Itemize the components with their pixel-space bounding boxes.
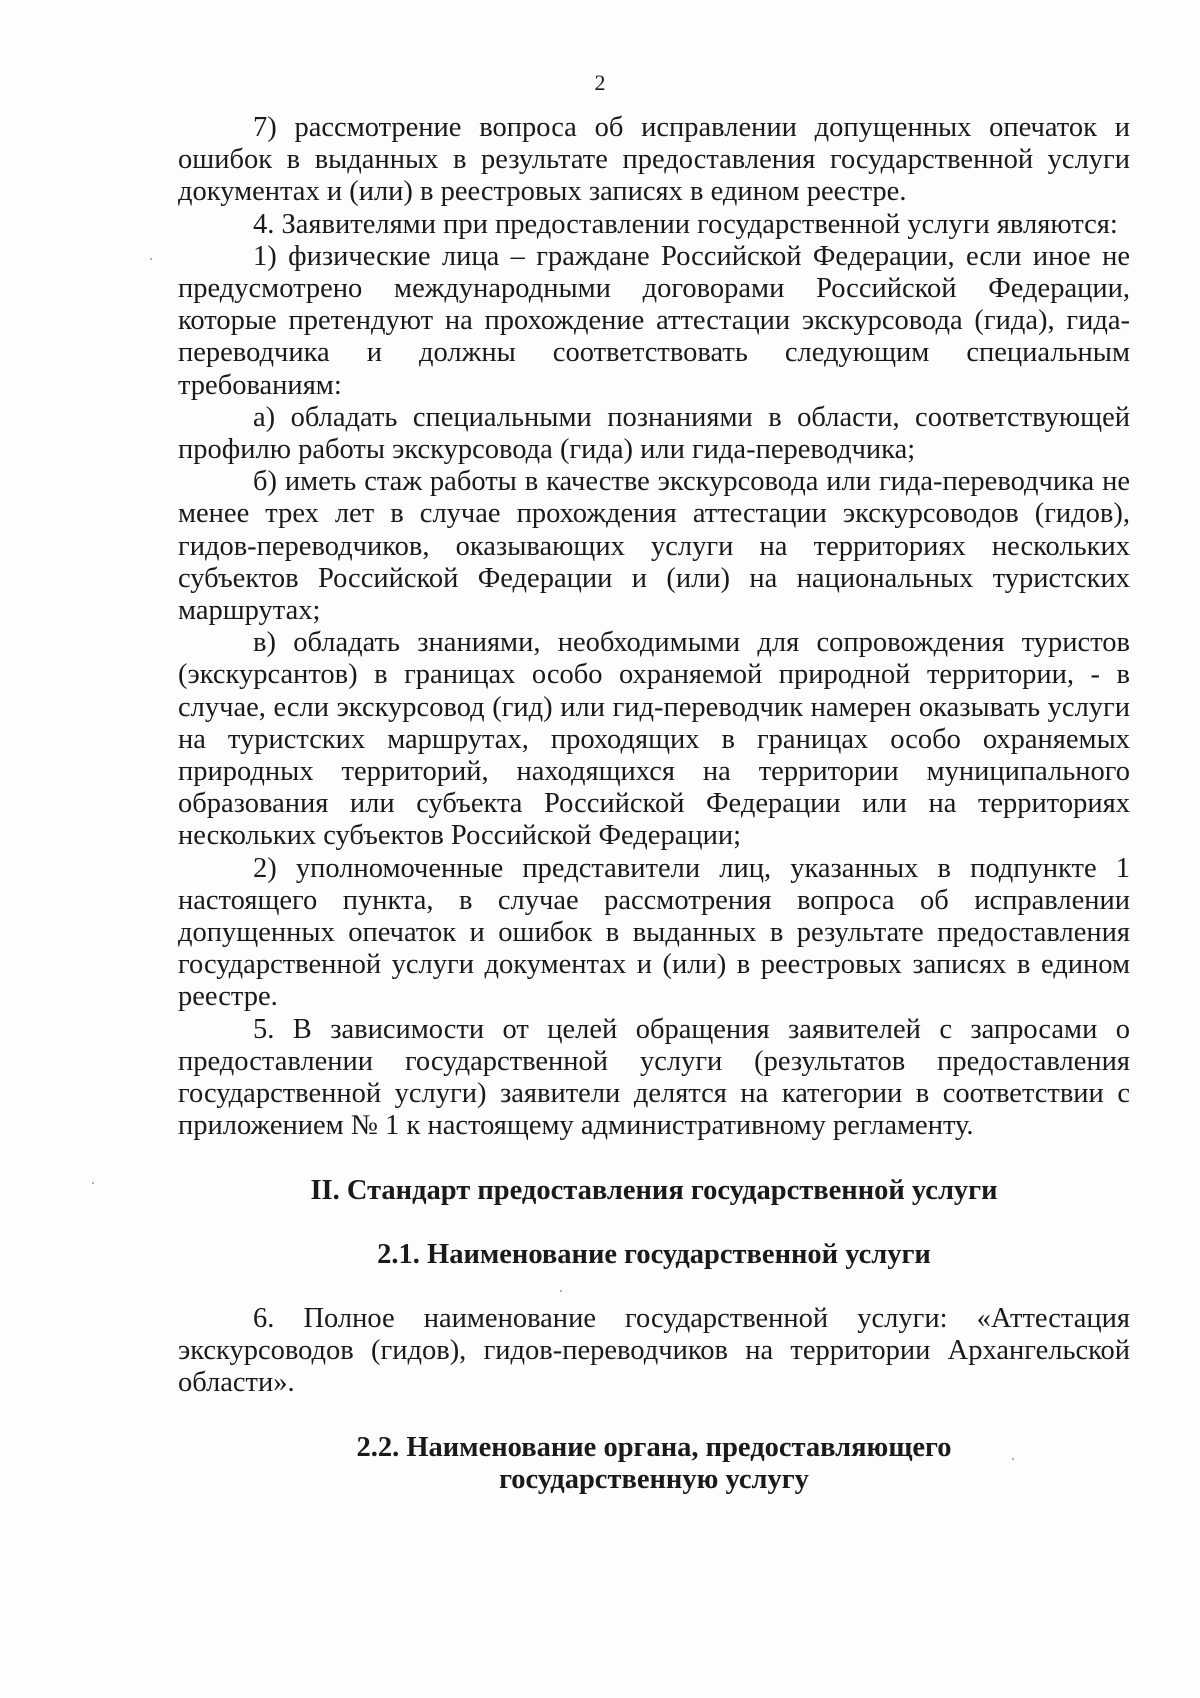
subsection-heading-2-2-line2: государственную услугу bbox=[499, 1463, 809, 1495]
scan-speck bbox=[1012, 1458, 1014, 1460]
scan-speck bbox=[92, 1182, 94, 1184]
paragraph-requirement-v: в) обладать знаниями, необходимыми для сопровождения туристов (экскурсантов) в границах особо охраняемой природной территории, - в случае, если экскурсовод (гид) или гид-переводчик намерен оказывать услуги на туристских маршрутах, проходящих в границах особо охраняемых природных территорий, находящихся на территории муниципального образования или субъекта Российской Федерации или на территориях нескольких субъектов Российской Федерации; bbox=[178, 627, 1130, 852]
subsection-heading-2-2-line1: 2.2. Наименование органа, предоставляющего bbox=[356, 1431, 952, 1463]
paragraph-5-categories: 5. В зависимости от целей обращения заявителей с запросами о предоставлении государственной услуги (результатов предоставления государственной услуги) заявители делятся на категории в соответствии с приложением № 1 к настоящему административному регламенту. bbox=[178, 1013, 1130, 1142]
paragraph-applicants-individuals: 1) физические лица – граждане Российской Федерации, если иное не предусмотрено международными договорами Российской Федерации, которые претендуют на прохождение аттестации экскурсовода (гида), гида-переводчика и должны соответствовать следующим специальным требованиям: bbox=[178, 240, 1130, 401]
paragraph-requirement-a: а) обладать специальными познаниями в области, соответствующей профилю работы экскурсовода (гида) или гида-переводчика; bbox=[178, 401, 1130, 466]
subsection-heading-2-1: 2.1. Наименование государственной услуги bbox=[377, 1238, 931, 1270]
page-number: 2 bbox=[594, 70, 606, 95]
paragraph-authorized-representatives: 2) уполномоченные представители лиц, указанных в подпункте 1 настоящего пункта, в случае рассмотрения вопроса об исправлении допущенных опечаток и ошибок в выданных в результате предоставления государственной услуги документах и (или) в реестровых записях в едином реестре. bbox=[178, 852, 1130, 1013]
paragraph-item-7: 7) рассмотрение вопроса об исправлении допущенных опечаток и ошибок в выданных в результате предоставления государственной услуги документах и (или) в реестровых записях в едином реестре. bbox=[178, 112, 1130, 208]
document-body bbox=[178, 112, 1130, 1496]
section-heading-ii: II. Стандарт предоставления государственной услуги bbox=[310, 1174, 998, 1206]
scan-speck bbox=[560, 1290, 562, 1292]
paragraph-4-applicants: 4. Заявителями при предоставлении государственной услуги являются: bbox=[253, 208, 1118, 240]
paragraph-6-service-name: 6. Полное наименование государственной услуги: «Аттестация экскурсоводов (гидов), гидов-переводчиков на территории Архангельской области». bbox=[178, 1302, 1130, 1399]
paragraph-requirement-b: б) иметь стаж работы в качестве экскурсовода или гида-переводчика не менее трех лет в случае прохождения аттестации экскурсоводов (гидов), гидов-переводчиков, оказывающих услуги на территориях нескольких субъектов Российской Федерации и (или) на национальных туристских маршрутах; bbox=[178, 466, 1130, 627]
scan-speck bbox=[150, 258, 152, 260]
